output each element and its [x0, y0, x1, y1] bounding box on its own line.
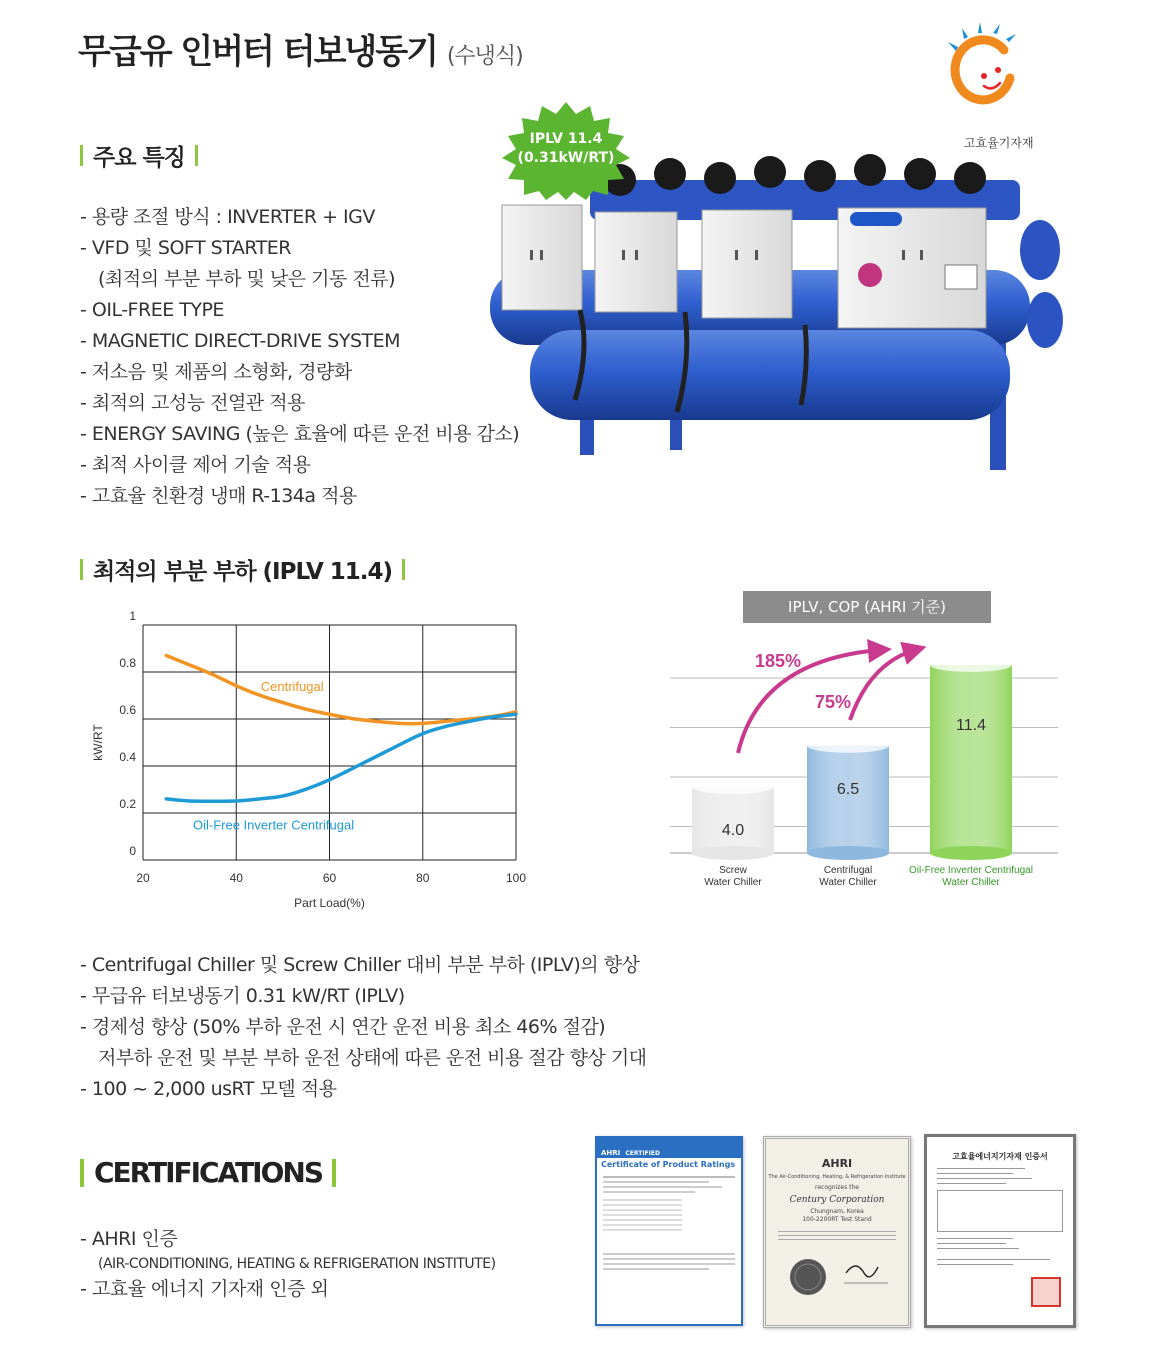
heading-bar-right	[402, 559, 405, 580]
cert-stand: 100-2200RT Test Stand	[802, 1216, 872, 1223]
list-item: - 100 ~ 2,000 usRT 모델 적용	[80, 1078, 337, 1100]
list-item: (최적의 부분 부하 및 낮은 기동 전류)	[98, 268, 396, 290]
page-subtitle: (수냉식)	[446, 44, 523, 69]
heading-bar-left	[80, 559, 83, 580]
list-item: - 저소음 및 제품의 소형화, 경량화	[80, 361, 352, 383]
category-label: Centrifugal	[823, 865, 873, 876]
annotation-label: 185%	[755, 651, 802, 671]
x-tick-label: 20	[136, 871, 150, 885]
list-item: (AIR-CONDITIONING, HEATING & REFRIGERATION INSTITUTE)	[98, 1256, 496, 1272]
list-item: - 무급유 터보냉동기 0.31 kW/RT (IPLV)	[80, 985, 405, 1007]
list-item: - ENERGY SAVING (높은 효율에 따른 운전 비용 감소)	[80, 423, 520, 445]
ahri-recognition-certificate	[763, 1136, 911, 1328]
kr-efficiency-certificate	[924, 1134, 1076, 1328]
cert-header	[597, 1138, 741, 1158]
heading-bar-right	[332, 1159, 336, 1187]
cert-logo: AHRI	[821, 1157, 853, 1170]
page-title	[78, 24, 523, 73]
y-tick-label: 0	[129, 844, 136, 858]
cert-institute: The Air-Conditioning, Heating, & Refrigeration Institute	[768, 1174, 906, 1180]
iplv-badge	[496, 100, 636, 200]
page-title-text: 무급유 인버터 터보냉동기	[78, 32, 437, 72]
category-label: Water Chiller	[704, 877, 762, 888]
partload-list	[80, 950, 647, 1105]
category-label: Water Chiller	[819, 877, 877, 888]
list-item: - OIL-FREE TYPE	[80, 299, 224, 321]
bar	[807, 739, 889, 860]
list-item: - 용량 조절 방식 : INVERTER + IGV	[80, 206, 375, 228]
cert-certified: CERTIFIED	[625, 1150, 660, 1157]
category-label: Water Chiller	[942, 877, 1000, 888]
list-item: - VFD 및 SOFT STARTER	[80, 237, 291, 259]
y-tick-label: 0.8	[119, 656, 136, 670]
heading-bar-left	[80, 1159, 84, 1187]
list-item: - 고효율 에너지 기자재 인증 외	[80, 1278, 329, 1300]
logo-caption: 고효율기자재	[964, 136, 1034, 150]
cert-logo: AHRI	[601, 1149, 621, 1157]
y-axis-label: kW/RT	[91, 724, 105, 761]
x-tick-label: 100	[505, 871, 527, 885]
cert-title: 고효율에너지기자재 인증서	[952, 1152, 1048, 1161]
series-label: Oil-Free Inverter Centrifugal	[192, 817, 355, 833]
bar	[930, 658, 1012, 860]
list-item: - AHRI 인증	[80, 1228, 178, 1250]
growth-arrow	[850, 650, 915, 720]
list-item: - 고효율 친환경 냉매 R-134a 적용	[80, 485, 357, 507]
category-label: Oil-Free Inverter Centrifugal	[909, 865, 1033, 876]
y-tick-label: 1	[129, 609, 136, 623]
category-label: Screw	[719, 865, 747, 876]
annotation-label: 75%	[815, 692, 852, 712]
value-label: 6.5	[836, 780, 860, 798]
certifications-heading-text: CERTIFICATIONS	[94, 1156, 323, 1189]
features-heading	[70, 139, 208, 172]
x-axis-label: Part Load(%)	[294, 896, 365, 910]
cert-location: Chungnam, Korea	[810, 1208, 864, 1215]
bar	[692, 780, 774, 860]
certifications-heading	[70, 1156, 346, 1189]
partload-heading	[70, 553, 415, 586]
partload-line-chart	[80, 605, 550, 925]
y-tick-label: 0.2	[119, 797, 136, 811]
series-line	[166, 714, 516, 801]
cert-stamp-icon	[1031, 1277, 1061, 1307]
cert-company: Century Corporation	[789, 1195, 885, 1205]
features-list	[80, 202, 519, 512]
badge-line1: IPLV 11.4	[529, 131, 603, 147]
features-heading-text: 주요 특징	[93, 145, 185, 171]
list-item: - 최적의 고성능 전열관 적용	[80, 392, 305, 414]
heading-bar-left	[80, 145, 83, 166]
ahri-rating-certificate	[595, 1136, 743, 1326]
list-item: 저부하 운전 및 부분 부하 운전 상태에 따른 운전 비용 절감 향상 기대	[98, 1047, 647, 1069]
value-label: 4.0	[721, 822, 745, 839]
value-label: 11.4	[956, 716, 986, 734]
list-item: - MAGNETIC DIRECT-DRIVE SYSTEM	[80, 330, 401, 352]
partload-heading-text: 최적의 부분 부하 (IPLV 11.4)	[93, 559, 393, 585]
cert-seal-icon	[766, 1243, 908, 1303]
x-tick-label: 60	[322, 871, 337, 885]
series-line	[166, 656, 516, 724]
cert-recognizes: recognizes the	[815, 1184, 859, 1191]
cert-title: Certificate of Product Ratings	[601, 1160, 736, 1169]
list-item: - Centrifugal Chiller 및 Screw Chiller 대비 부분 부하 (IPLV)의 향상	[80, 954, 640, 976]
y-tick-label: 0.4	[119, 750, 136, 764]
list-item: - 최적 사이클 제어 기술 적용	[80, 454, 311, 476]
series-label: Centrifugal	[260, 678, 324, 694]
x-tick-label: 40	[229, 871, 243, 885]
y-tick-label: 0.6	[119, 703, 136, 717]
list-item: - 경제성 향상 (50% 부하 운전 시 연간 운전 비용 최소 46% 절감)	[80, 1016, 606, 1038]
iplv-bar-chart	[670, 625, 1070, 905]
x-tick-label: 80	[416, 871, 430, 885]
heading-bar-right	[195, 145, 198, 166]
certifications-list	[80, 1224, 496, 1304]
badge-line2: (0.31kW/RT)	[517, 150, 615, 166]
bar-chart-title: IPLV, COP (AHRI 기준)	[743, 591, 991, 623]
